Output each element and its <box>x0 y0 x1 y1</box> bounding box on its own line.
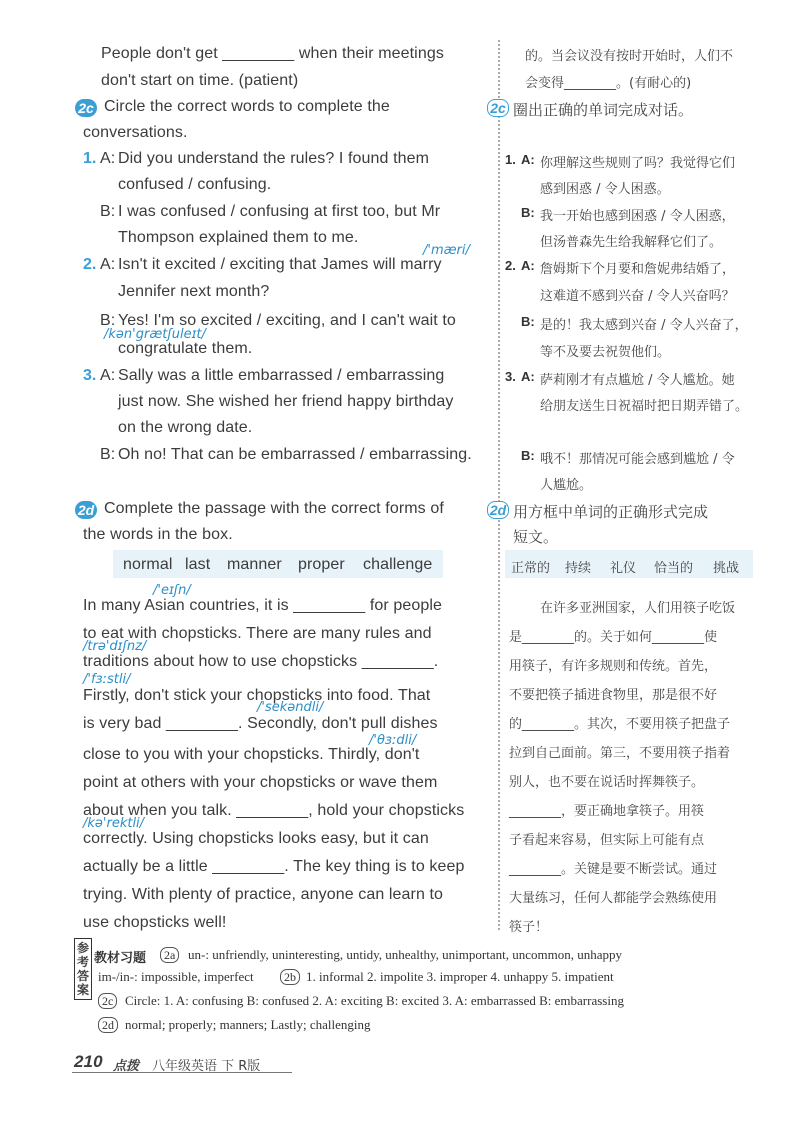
passage-line: close to you with your chopsticks. Thirdly, don't <box>83 746 420 763</box>
word-zh: 挑战 <box>713 561 740 576</box>
exercise-2c-badge: 2c <box>75 99 97 117</box>
dialog-line: Oh no! That can be embarrassed / embarrassing. <box>118 446 472 463</box>
passage-line-zh: 是________的。关于如何________使 <box>509 630 718 645</box>
column-divider <box>498 40 500 930</box>
answer-badge-2b: 2b <box>280 969 300 985</box>
dialog-line: Yes! I'm so excited / exciting, and I can't wait to <box>118 312 456 329</box>
exercise-2c-instruction: Circle the correct words to complete the <box>104 98 390 115</box>
dialog-line-zh: 给朋友送生日祝福时把日期弄错了。 <box>540 399 749 414</box>
dialog-line-zh: 我一开始也感到困惑 / 令人困惑， <box>540 209 735 224</box>
dialog-line-zh: 等不及要去祝贺他们。 <box>540 345 671 360</box>
passage-line-zh: 子看起来容易，但实际上可能有点 <box>509 833 705 848</box>
ipa-firstly: /'fɜːstli/ <box>83 672 131 687</box>
dialog-line-zh: 但汤普森先生给我解释它们了。 <box>540 235 723 250</box>
item-number: 3. <box>83 367 97 384</box>
passage-line-zh: 大量练习，任何人都能学会熟练使用 <box>509 891 718 906</box>
answer-2a-line1: un-: unfriendly, uninteresting, untidy, unhealthy, unimportant, uncommon, unhappy <box>188 947 622 962</box>
dialog-line: Sally was a little embarrassed / embarrassing <box>118 367 445 384</box>
passage-line-zh: ________。关键是要不断尝试。通过 <box>509 862 718 877</box>
word-zh: 正常的 <box>511 561 551 576</box>
speaker-label: B: <box>100 203 116 220</box>
passage-line-zh: 的________。其次，不要用筷子把盘子 <box>509 717 731 732</box>
passage-line-zh: 筷子！ <box>509 920 549 935</box>
dialog-line: confused / confusing. <box>118 176 272 193</box>
item-number: 2. <box>83 256 97 273</box>
item-number-zh: 1. <box>505 152 516 167</box>
dialog-line: Isn't it excited / exciting that James will marry <box>118 256 442 273</box>
passage-line: correctly. Using chopsticks looks easy, but it can <box>83 830 429 847</box>
speaker-label: B: <box>100 312 116 329</box>
top-left-line2: don't start on time. (patient) <box>101 72 299 89</box>
speaker-label: A: <box>100 256 116 273</box>
top-right-line2: 会变得________。(有耐心的) <box>525 76 692 91</box>
exercise-2c-instruction-zh: 圈出正确的单词完成对话。 <box>513 101 694 119</box>
passage-line: point at others with your chopsticks or wave them <box>83 774 438 791</box>
passage-line-zh: 用筷子，有许多规则和传统。首先， <box>509 659 718 674</box>
word-last: last <box>185 556 211 573</box>
passage-line: use chopsticks well! <box>83 914 227 931</box>
word-zh: 持续 <box>565 561 592 576</box>
ipa-congratulate: /kən'grætʃuleɪt/ <box>104 327 206 342</box>
speaker-label-zh: B: <box>521 448 535 463</box>
top-right-line1: 的。当会议没有按时开始时，人们不 <box>525 49 734 64</box>
word-normal: normal <box>123 556 173 573</box>
passage-line: traditions about how to use chopsticks ________. <box>83 653 439 670</box>
exercise-2c-instruction-cont: conversations. <box>83 124 188 141</box>
ipa-thirdly: /'θɜːdli/ <box>369 733 417 748</box>
answer-2c: Circle: 1. A: confusing B: confused 2. A: exciting B: excited 3. A: embarrassed B: embarrassing <box>125 993 624 1008</box>
passage-line: trying. With plenty of practice, anyone can learn to <box>83 886 444 903</box>
answer-badge-2c: 2c <box>98 993 117 1009</box>
answer-2d: normal; properly; manners; Lastly; challenging <box>125 1017 371 1032</box>
speaker-label-zh: B: <box>521 205 535 220</box>
word-zh: 礼仪 <box>610 561 637 576</box>
exercise-2c-badge-zh: 2c <box>487 99 509 117</box>
passage-line: is very bad ________. Secondly, don't pull dishes <box>83 715 438 732</box>
ipa-correctly: /kə'rektli/ <box>83 816 145 831</box>
passage-line: In many Asian countries, it is ________ for people <box>83 597 442 614</box>
word-challenge: challenge <box>363 556 433 573</box>
speaker-label: B: <box>100 446 116 463</box>
dialog-line-zh: 詹姆斯下个月要和詹妮弗结婚了， <box>540 262 736 277</box>
dialog-line: Did you understand the rules? I found them <box>118 150 430 167</box>
speaker-label-zh: A: <box>521 369 535 384</box>
passage-line-zh: ________，要正确地拿筷子。用筷 <box>509 804 705 819</box>
dialog-line: congratulate them. <box>118 340 253 357</box>
exercise-2d-instruction: Complete the passage with the correct forms of <box>104 500 444 517</box>
word-manner: manner <box>227 556 282 573</box>
dialog-line-zh: 萨莉刚才有点尴尬 / 令人尴尬。她 <box>540 373 735 388</box>
ipa-asian: /'eɪʃn/ <box>153 583 191 598</box>
speaker-label: A: <box>100 150 116 167</box>
item-number-zh: 3. <box>505 369 516 384</box>
dialog-line: Thompson explained them to me. <box>118 229 359 246</box>
dialog-line-zh: 哦不！那情况可能会感到尴尬 / 令 <box>540 452 735 467</box>
passage-line-zh: 别人，也不要在说话时挥舞筷子。 <box>509 775 705 790</box>
footer-brand: 点拨 <box>113 1059 140 1074</box>
passage-line-zh: 不要把筷子插进食物里，那是很不好 <box>509 688 718 703</box>
speaker-label-zh: A: <box>521 258 535 273</box>
answer-badge-2a: 2a <box>160 947 179 963</box>
page-number: 210 <box>74 1052 103 1071</box>
answer-key-label: 参考答案 <box>74 938 92 1000</box>
answer-2a-line2: im-/in-: impossible, imperfect <box>98 969 254 984</box>
exercise-2d-badge: 2d <box>75 501 97 519</box>
dialog-line-zh: 感到困惑 / 令人困惑。 <box>540 182 670 197</box>
dialog-line: I was confused / confusing at first too, but Mr <box>118 203 441 220</box>
passage-line-zh: 在许多亚洲国家，人们用筷子吃饭 <box>540 601 736 616</box>
word-zh: 恰当的 <box>654 561 694 576</box>
speaker-label-zh: B: <box>521 314 535 329</box>
answer-key-heading: 教材习题 <box>94 951 147 966</box>
passage-line: to eat with chopsticks. There are many rules and <box>83 625 432 642</box>
passage-line: actually be a little ________. The key thing is to keep <box>83 858 465 875</box>
item-number-zh: 2. <box>505 258 516 273</box>
speaker-label: A: <box>100 367 116 384</box>
footer-book: 八年级英语 下 R版 <box>152 1059 261 1074</box>
dialog-line: just now. She wished her friend happy birthday <box>118 393 454 410</box>
item-number: 1. <box>83 150 97 167</box>
exercise-2d-instruction-zh: 用方框中单词的正确形式完成 <box>513 503 709 521</box>
dialog-line: Jennifer next month? <box>118 283 270 300</box>
answer-2b: 1. informal 2. impolite 3. improper 4. unhappy 5. impatient <box>306 969 614 984</box>
word-proper: proper <box>298 556 345 573</box>
exercise-2d-badge-zh: 2d <box>487 501 509 519</box>
answer-badge-2d: 2d <box>98 1017 118 1033</box>
dialog-line-zh: 是的！我太感到兴奋 / 令人兴奋了， <box>540 318 748 333</box>
ipa-secondly: /'sekəndli/ <box>257 700 324 715</box>
top-left-line1: People don't get ________ when their meetings <box>101 45 444 62</box>
passage-line: Firstly, don't stick your chopsticks into food. That <box>83 687 431 704</box>
dialog-line-zh: 人尴尬。 <box>540 478 593 493</box>
ipa-marry: /'mæri/ <box>423 243 470 258</box>
dialog-line-zh: 这难道不感到兴奋 / 令人兴奋吗？ <box>540 289 735 304</box>
passage-line-zh: 拉到自己面前。第三，不要用筷子指着 <box>509 746 731 761</box>
exercise-2d-instruction-cont: the words in the box. <box>83 526 233 543</box>
passage-line: about when you talk. ________, hold your chopsticks <box>83 802 465 819</box>
ipa-traditions: /trə'dɪʃnz/ <box>83 639 147 654</box>
dialog-line: on the wrong date. <box>118 419 253 436</box>
speaker-label-zh: A: <box>521 152 535 167</box>
exercise-2d-instruction-zh-cont: 短文。 <box>513 528 559 546</box>
dialog-line-zh: 你理解这些规则了吗？我觉得它们 <box>540 156 736 171</box>
